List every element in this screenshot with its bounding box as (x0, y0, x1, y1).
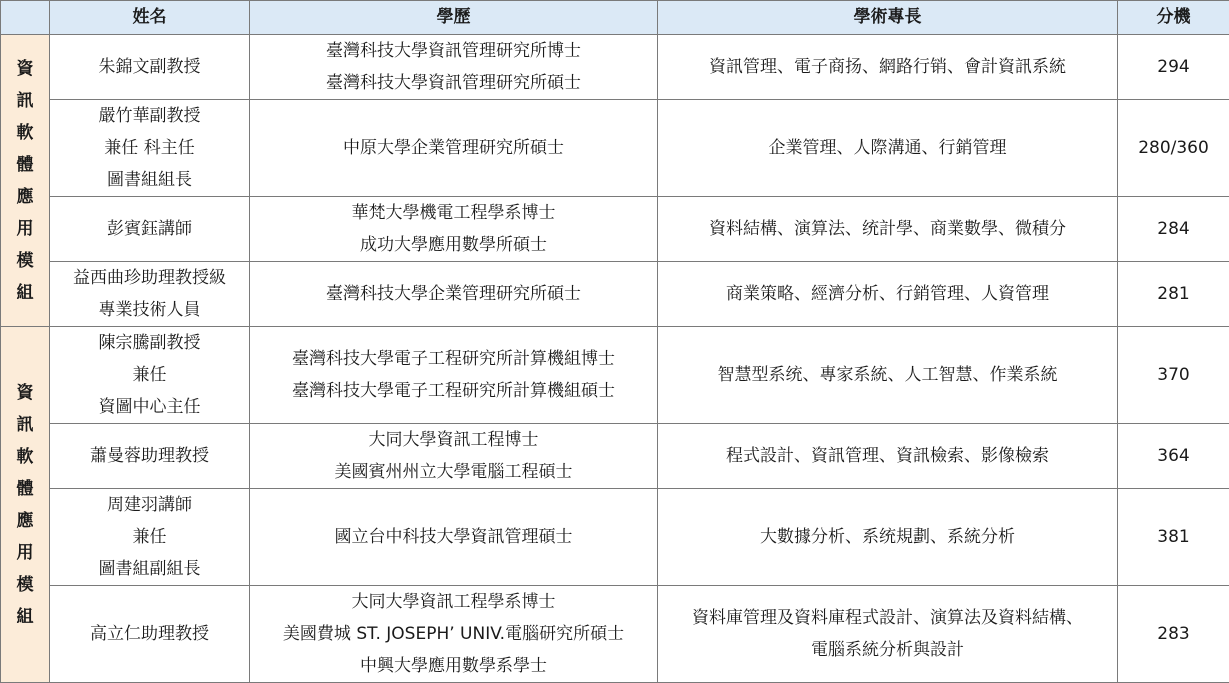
ext-cell: 284 (1118, 197, 1229, 262)
education-cell-line: 臺灣科技大學資訊管理研究所博士 (254, 35, 653, 67)
name-cell-line: 高立仁助理教授 (54, 618, 245, 650)
group-label-char: 訊 (5, 409, 45, 441)
education-cell-line: 美國賓州州立大學電腦工程碩士 (254, 456, 653, 488)
name-cell-line: 專業技術人員 (54, 294, 245, 326)
expertise-cell-line: 電腦系統分析與設計 (662, 634, 1113, 666)
name-cell-line: 周建羽講師 (54, 489, 245, 521)
name-cell-line: 彭賓鈺講師 (54, 213, 245, 245)
expertise-cell-line: 企業管理、人際溝通、行銷管理 (662, 132, 1113, 164)
name-cell-line: 蕭曼蓉助理教授 (54, 440, 245, 472)
name-cell (50, 489, 250, 586)
name-cell-line: 嚴竹華副教授 (54, 100, 245, 132)
expertise-cell (658, 262, 1118, 327)
name-cell (50, 586, 250, 683)
table-row (1, 424, 1229, 489)
education-cell (250, 327, 658, 424)
ext-cell: 381 (1118, 489, 1229, 586)
table-row (1, 262, 1229, 327)
table-row (1, 489, 1229, 586)
ext-cell: 281 (1118, 262, 1229, 327)
name-cell (50, 262, 250, 327)
expertise-cell-line: 大數據分析、系统規劃、系統分析 (662, 521, 1113, 553)
ext-cell: 294 (1118, 35, 1229, 100)
education-cell (250, 424, 658, 489)
ext-cell: 280/360 (1118, 100, 1229, 197)
table-row (1, 586, 1229, 683)
group-label-char: 軟 (5, 117, 45, 149)
name-cell-line: 陳宗騰副教授 (54, 327, 245, 359)
header-group (1, 1, 50, 35)
ext-cell: 283 (1118, 586, 1229, 683)
name-cell-line: 圖書組組長 (54, 164, 245, 196)
education-cell-line: 成功大學應用數學所碩士 (254, 229, 653, 261)
education-cell (250, 35, 658, 100)
group-label-char: 訊 (5, 85, 45, 117)
expertise-cell (658, 197, 1118, 262)
expertise-cell (658, 327, 1118, 424)
group-label-char: 應 (5, 505, 45, 537)
education-cell-line: 大同大學資訊工程學系博士 (254, 586, 653, 618)
expertise-cell-line: 商業策略、經濟分析、行銷管理、人資管理 (662, 278, 1113, 310)
education-cell-line: 臺灣科技大學企業管理研究所碩士 (254, 278, 653, 310)
group-label-char: 應 (5, 181, 45, 213)
header-expertise: 學術專長 (658, 1, 1118, 35)
education-cell (250, 586, 658, 683)
education-cell-line: 國立台中科技大學資訊管理碩士 (254, 521, 653, 553)
group-label-char: 體 (5, 473, 45, 505)
education-cell-line: 臺灣科技大學電子工程研究所計算機組博士 (254, 343, 653, 375)
expertise-cell-line: 程式設計、資訊管理、資訊檢索、影像檢索 (662, 440, 1113, 472)
education-cell (250, 197, 658, 262)
group-label-char: 模 (5, 569, 45, 601)
name-cell-line: 朱錦文副教授 (54, 51, 245, 83)
expertise-cell-line: 資料結構、演算法、统計學、商業數學、微積分 (662, 213, 1113, 245)
name-cell-line: 兼任 (54, 359, 245, 391)
name-cell (50, 327, 250, 424)
expertise-cell (658, 586, 1118, 683)
expertise-cell (658, 35, 1118, 100)
header-name: 姓名 (50, 1, 250, 35)
group-label-cell (1, 35, 50, 327)
expertise-cell (658, 489, 1118, 586)
education-cell-line: 華梵大學機電工程學系博士 (254, 197, 653, 229)
group-label-char: 資 (5, 53, 45, 85)
education-cell-line: 臺灣科技大學電子工程研究所計算機組碩士 (254, 375, 653, 407)
table-row (1, 327, 1229, 424)
group-label-char: 體 (5, 149, 45, 181)
education-cell (250, 489, 658, 586)
group-label-char: 組 (5, 601, 45, 633)
education-cell (250, 262, 658, 327)
header-row (1, 1, 1229, 35)
group-label-cell (1, 327, 50, 683)
group-label-char: 模 (5, 245, 45, 277)
expertise-cell (658, 424, 1118, 489)
education-cell-line: 中原大學企業管理研究所碩士 (254, 132, 653, 164)
expertise-cell-line: 資訊管理、電子商扬、網路行销、會計資訊系統 (662, 51, 1113, 83)
name-cell-line: 兼任 (54, 521, 245, 553)
group-label-char: 用 (5, 213, 45, 245)
education-cell (250, 100, 658, 197)
header-ext: 分機 (1118, 1, 1229, 35)
name-cell-line: 圖書組副組長 (54, 553, 245, 585)
name-cell-line: 兼任 科主任 (54, 132, 245, 164)
table-row (1, 197, 1229, 262)
name-cell (50, 35, 250, 100)
expertise-cell (658, 100, 1118, 197)
name-cell-line: 益西曲珍助理教授級 (54, 262, 245, 294)
expertise-cell-line: 智慧型系统、專家系統、人工智慧、作業系統 (662, 359, 1113, 391)
education-cell-line: 大同大學資訊工程博士 (254, 424, 653, 456)
expertise-cell-line: 資料庫管理及資料庫程式設計、演算法及資料結構、 (662, 602, 1113, 634)
header-education: 學歷 (250, 1, 658, 35)
name-cell (50, 424, 250, 489)
education-cell-line: 中興大學應用數學系學士 (254, 650, 653, 682)
education-cell-line: 美國費城 ST. JOSEPH’ UNIV.電腦研究所碩士 (254, 618, 653, 650)
group-label-char: 軟 (5, 441, 45, 473)
ext-cell: 364 (1118, 424, 1229, 489)
name-cell-line: 資圖中心主任 (54, 391, 245, 423)
table-row (1, 100, 1229, 197)
name-cell (50, 197, 250, 262)
group-label-char: 組 (5, 277, 45, 309)
group-label-char: 資 (5, 377, 45, 409)
education-cell-line: 臺灣科技大學資訊管理研究所碩士 (254, 67, 653, 99)
name-cell (50, 100, 250, 197)
ext-cell: 370 (1118, 327, 1229, 424)
group-label-char: 用 (5, 537, 45, 569)
table-row (1, 35, 1229, 100)
